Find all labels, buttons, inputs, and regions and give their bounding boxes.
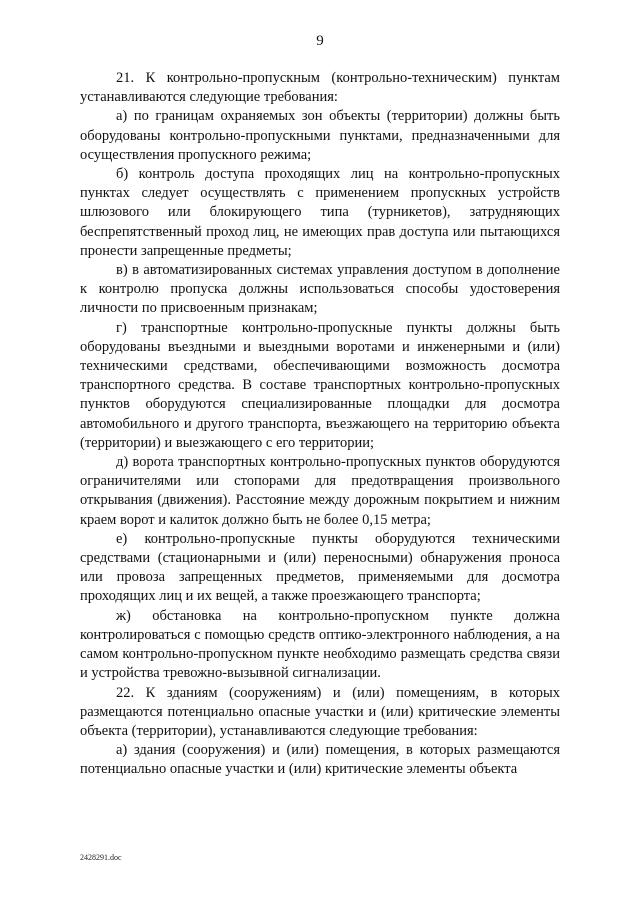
paragraph-22-a: а) здания (сооружения) и (или) помещения, в которых размещаются потенциально опасные участки и (или) критические элементы объекта (80, 742, 560, 778)
paragraph-21-e: е) контрольно-пропускные пункты оборудуются техническими средствами (стационарными и (или) переносными) обнаружения проноса или провоза запрещенных предметов, применяемыми для досмотра проходящих лиц и их вещей, а также проезжающего транспорта; (80, 530, 560, 605)
paragraph-21-d: д) ворота транспортных контрольно-пропускных пунктов оборудуются ограничителями или стопорами для предотвращения произвольного открывания (движения). Расстояние между дорожным покрытием и нижним краем ворот и калиток должно быть не более 0,15 метра; (80, 454, 560, 528)
paragraph-21-b: б) контроль доступа проходящих лиц на контрольно-пропускных пунктах следует осуществлять с применением пропускных устройств шлюзового или блокирующего типа (турникетов), затрудняющих беспрепятственный проход лиц, не имеющих прав доступа или пытающихся пронести запрещенные предметы; (80, 166, 560, 259)
paragraph-21-a: а) по границам охраняемых зон объекты (территории) должны быть оборудованы контрольно-пропускными пунктами, предназначенными для осуществления пропускного режима; (80, 108, 560, 163)
paragraph-22: 22. К зданиям (сооружениям) и (или) помещениям, в которых размещаются потенциально опасные участки и (или) критические элементы объекта (территории), устанавливаются следующие требования: (80, 684, 560, 739)
paragraph-21-v: в) в автоматизированных системах управления доступом в дополнение к контролю пропуска должны использоваться способы удостоверения личности по присвоенным признакам; (80, 262, 560, 317)
paragraph-21: 21. К контрольно-пропускным (контрольно-техническим) пунктам устанавливаются следующие требования: (80, 70, 560, 106)
page-number: 9 (316, 33, 324, 49)
paragraph-21-zh: ж) обстановка на контрольно-пропускном пункте должна контролироваться с помощью средств оптико-электронного наблюдения, а на самом контрольно-пропускном пункте необходимо размещать средства связи и устройства тревожно-вызывной сигнализации. (80, 607, 560, 682)
document-body (80, 69, 560, 780)
paragraph-21-g: г) транспортные контрольно-пропускные пункты должны быть оборудованы въездными и выездными воротами и инженерными и (или) техническими средствами, обеспечивающими возможность досмотра транспортного средства. В составе транспортных контрольно-пропускных пунктов оборудуются специализированные площадки для досмотра автомобильного и другого транспорта, въезжающего на территорию объекта (территории) и выезжающего с его территории; (80, 319, 560, 451)
file-name-footer: 2428291.doc (80, 853, 122, 862)
